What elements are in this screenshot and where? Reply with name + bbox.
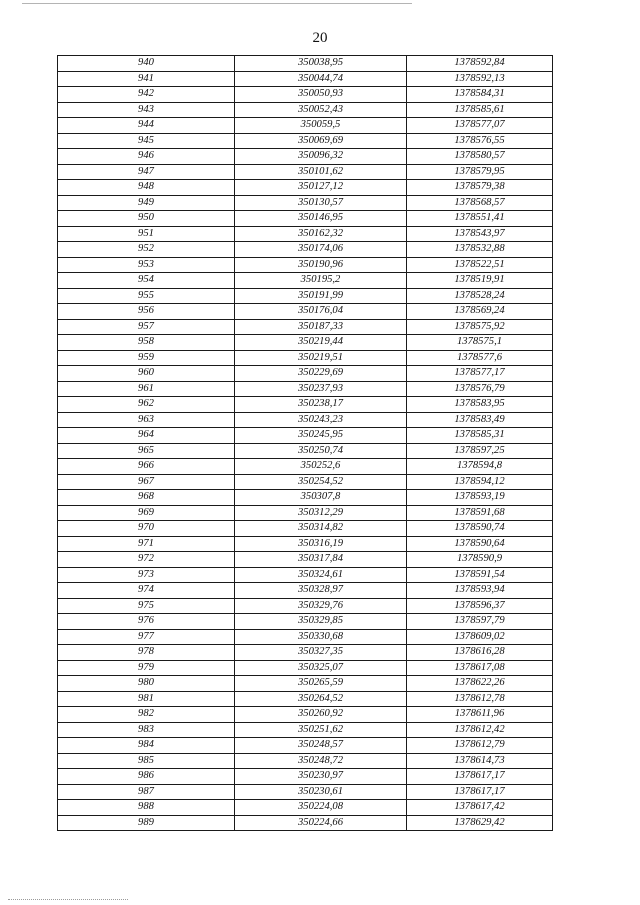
- x-coordinate-cell: 350237,93: [235, 381, 407, 397]
- table-row: [58, 784, 553, 800]
- point-number-cell: 956: [58, 304, 235, 320]
- table-row: [58, 474, 553, 490]
- x-coordinate-cell: 350248,57: [235, 738, 407, 754]
- x-coordinate-cell: 350250,74: [235, 443, 407, 459]
- table-row: [58, 722, 553, 738]
- table-row: [58, 691, 553, 707]
- y-coordinate-cell: 1378591,54: [407, 567, 553, 583]
- table-row: [58, 195, 553, 211]
- point-number-cell: 976: [58, 614, 235, 630]
- table-row: [58, 552, 553, 568]
- y-coordinate-cell: 1378593,19: [407, 490, 553, 506]
- table-row: [58, 428, 553, 444]
- y-coordinate-cell: 1378593,94: [407, 583, 553, 599]
- y-coordinate-cell: 1378612,78: [407, 691, 553, 707]
- x-coordinate-cell: 350101,62: [235, 164, 407, 180]
- table-row: [58, 629, 553, 645]
- x-coordinate-cell: 350195,2: [235, 273, 407, 289]
- table-row: [58, 583, 553, 599]
- x-coordinate-cell: 350264,52: [235, 691, 407, 707]
- y-coordinate-cell: 1378617,08: [407, 660, 553, 676]
- y-coordinate-cell: 1378580,57: [407, 149, 553, 165]
- table-row: [58, 56, 553, 72]
- table-row: [58, 319, 553, 335]
- page-number: 20: [312, 30, 328, 46]
- y-coordinate-cell: 1378551,41: [407, 211, 553, 227]
- y-coordinate-cell: 1378532,88: [407, 242, 553, 258]
- x-coordinate-cell: 350130,57: [235, 195, 407, 211]
- table-row: [58, 180, 553, 196]
- x-coordinate-cell: 350254,52: [235, 474, 407, 490]
- y-coordinate-cell: 1378612,42: [407, 722, 553, 738]
- point-number-cell: 946: [58, 149, 235, 165]
- table-row: [58, 335, 553, 351]
- x-coordinate-cell: 350052,43: [235, 102, 407, 118]
- table-row: [58, 800, 553, 816]
- y-coordinate-cell: 1378614,73: [407, 753, 553, 769]
- y-coordinate-cell: 1378583,49: [407, 412, 553, 428]
- table-row: [58, 769, 553, 785]
- point-number-cell: 964: [58, 428, 235, 444]
- x-coordinate-cell: 350317,84: [235, 552, 407, 568]
- y-coordinate-cell: 1378597,79: [407, 614, 553, 630]
- x-coordinate-cell: 350245,95: [235, 428, 407, 444]
- x-coordinate-cell: 350238,17: [235, 397, 407, 413]
- y-coordinate-cell: 1378543,97: [407, 226, 553, 242]
- x-coordinate-cell: 350187,33: [235, 319, 407, 335]
- x-coordinate-cell: 350059,5: [235, 118, 407, 134]
- point-number-cell: 971: [58, 536, 235, 552]
- y-coordinate-cell: 1378579,95: [407, 164, 553, 180]
- table-row: [58, 133, 553, 149]
- y-coordinate-cell: 1378576,79: [407, 381, 553, 397]
- y-coordinate-cell: 1378577,6: [407, 350, 553, 366]
- y-coordinate-cell: 1378585,31: [407, 428, 553, 444]
- table-row: [58, 459, 553, 475]
- point-number-cell: 975: [58, 598, 235, 614]
- table-row: [58, 645, 553, 661]
- x-coordinate-cell: 350230,61: [235, 784, 407, 800]
- coordinates-table: [57, 55, 553, 831]
- x-coordinate-cell: 350248,72: [235, 753, 407, 769]
- point-number-cell: 977: [58, 629, 235, 645]
- table-row: [58, 815, 553, 831]
- point-number-cell: 970: [58, 521, 235, 537]
- x-coordinate-cell: 350329,76: [235, 598, 407, 614]
- point-number-cell: 962: [58, 397, 235, 413]
- table-row: [58, 381, 553, 397]
- table-row: [58, 753, 553, 769]
- table-row: [58, 87, 553, 103]
- y-coordinate-cell: 1378592,13: [407, 71, 553, 87]
- table-row: [58, 536, 553, 552]
- table-row: [58, 149, 553, 165]
- table-row: [58, 366, 553, 382]
- y-coordinate-cell: 1378590,64: [407, 536, 553, 552]
- table-row: [58, 676, 553, 692]
- x-coordinate-cell: 350307,8: [235, 490, 407, 506]
- y-coordinate-cell: 1378617,17: [407, 769, 553, 785]
- y-coordinate-cell: 1378577,17: [407, 366, 553, 382]
- point-number-cell: 951: [58, 226, 235, 242]
- y-coordinate-cell: 1378596,37: [407, 598, 553, 614]
- point-number-cell: 943: [58, 102, 235, 118]
- table-row: [58, 738, 553, 754]
- point-number-cell: 954: [58, 273, 235, 289]
- table-row: [58, 505, 553, 521]
- y-coordinate-cell: 1378575,92: [407, 319, 553, 335]
- table-row: [58, 273, 553, 289]
- x-coordinate-cell: 350325,07: [235, 660, 407, 676]
- y-coordinate-cell: 1378568,57: [407, 195, 553, 211]
- x-coordinate-cell: 350162,32: [235, 226, 407, 242]
- point-number-cell: 959: [58, 350, 235, 366]
- point-number-cell: 945: [58, 133, 235, 149]
- point-number-cell: 981: [58, 691, 235, 707]
- x-coordinate-cell: 350174,06: [235, 242, 407, 258]
- y-coordinate-cell: 1378617,42: [407, 800, 553, 816]
- x-coordinate-cell: 350190,96: [235, 257, 407, 273]
- y-coordinate-cell: 1378590,74: [407, 521, 553, 537]
- point-number-cell: 963: [58, 412, 235, 428]
- x-coordinate-cell: 350224,08: [235, 800, 407, 816]
- table-row: [58, 350, 553, 366]
- x-coordinate-cell: 350329,85: [235, 614, 407, 630]
- point-number-cell: 983: [58, 722, 235, 738]
- point-number-cell: 966: [58, 459, 235, 475]
- table-row: [58, 443, 553, 459]
- table-row: [58, 288, 553, 304]
- point-number-cell: 986: [58, 769, 235, 785]
- point-number-cell: 940: [58, 56, 235, 72]
- x-coordinate-cell: 350050,93: [235, 87, 407, 103]
- table-row: [58, 242, 553, 258]
- table-row: [58, 490, 553, 506]
- x-coordinate-cell: 350328,97: [235, 583, 407, 599]
- y-coordinate-cell: 1378584,31: [407, 87, 553, 103]
- x-coordinate-cell: 350316,19: [235, 536, 407, 552]
- point-number-cell: 965: [58, 443, 235, 459]
- y-coordinate-cell: 1378612,79: [407, 738, 553, 754]
- point-number-cell: 968: [58, 490, 235, 506]
- y-coordinate-cell: 1378591,68: [407, 505, 553, 521]
- y-coordinate-cell: 1378594,8: [407, 459, 553, 475]
- table-row: [58, 118, 553, 134]
- x-coordinate-cell: 350191,99: [235, 288, 407, 304]
- table-row: [58, 660, 553, 676]
- point-number-cell: 958: [58, 335, 235, 351]
- point-number-cell: 942: [58, 87, 235, 103]
- x-coordinate-cell: 350265,59: [235, 676, 407, 692]
- point-number-cell: 967: [58, 474, 235, 490]
- y-coordinate-cell: 1378622,26: [407, 676, 553, 692]
- point-number-cell: 957: [58, 319, 235, 335]
- table-row: [58, 567, 553, 583]
- table-row: [58, 614, 553, 630]
- point-number-cell: 984: [58, 738, 235, 754]
- y-coordinate-cell: 1378577,07: [407, 118, 553, 134]
- y-coordinate-cell: 1378585,61: [407, 102, 553, 118]
- point-number-cell: 960: [58, 366, 235, 382]
- x-coordinate-cell: 350229,69: [235, 366, 407, 382]
- y-coordinate-cell: 1378576,55: [407, 133, 553, 149]
- point-number-cell: 987: [58, 784, 235, 800]
- point-number-cell: 941: [58, 71, 235, 87]
- coordinates-table-body: [58, 56, 553, 831]
- point-number-cell: 952: [58, 242, 235, 258]
- y-coordinate-cell: 1378590,9: [407, 552, 553, 568]
- point-number-cell: 980: [58, 676, 235, 692]
- point-number-cell: 955: [58, 288, 235, 304]
- y-coordinate-cell: 1378583,95: [407, 397, 553, 413]
- table-row: [58, 707, 553, 723]
- table-row: [58, 226, 553, 242]
- x-coordinate-cell: 350146,95: [235, 211, 407, 227]
- y-coordinate-cell: 1378617,17: [407, 784, 553, 800]
- x-coordinate-cell: 350224,66: [235, 815, 407, 831]
- x-coordinate-cell: 350127,12: [235, 180, 407, 196]
- point-number-cell: 947: [58, 164, 235, 180]
- table-row: [58, 164, 553, 180]
- x-coordinate-cell: 350243,23: [235, 412, 407, 428]
- point-number-cell: 969: [58, 505, 235, 521]
- table-row: [58, 71, 553, 87]
- table-row: [58, 521, 553, 537]
- point-number-cell: 978: [58, 645, 235, 661]
- x-coordinate-cell: 350219,44: [235, 335, 407, 351]
- table-row: [58, 102, 553, 118]
- x-coordinate-cell: 350327,35: [235, 645, 407, 661]
- y-coordinate-cell: 1378597,25: [407, 443, 553, 459]
- y-coordinate-cell: 1378594,12: [407, 474, 553, 490]
- x-coordinate-cell: 350324,61: [235, 567, 407, 583]
- table-row: [58, 211, 553, 227]
- y-coordinate-cell: 1378522,51: [407, 257, 553, 273]
- point-number-cell: 988: [58, 800, 235, 816]
- y-coordinate-cell: 1378528,24: [407, 288, 553, 304]
- table-row: [58, 412, 553, 428]
- point-number-cell: 953: [58, 257, 235, 273]
- point-number-cell: 985: [58, 753, 235, 769]
- y-coordinate-cell: 1378611,96: [407, 707, 553, 723]
- point-number-cell: 979: [58, 660, 235, 676]
- point-number-cell: 949: [58, 195, 235, 211]
- x-coordinate-cell: 350219,51: [235, 350, 407, 366]
- table-row: [58, 598, 553, 614]
- x-coordinate-cell: 350314,82: [235, 521, 407, 537]
- table-row: [58, 397, 553, 413]
- point-number-cell: 972: [58, 552, 235, 568]
- table-row: [58, 257, 553, 273]
- y-coordinate-cell: 1378519,91: [407, 273, 553, 289]
- point-number-cell: 973: [58, 567, 235, 583]
- y-coordinate-cell: 1378616,28: [407, 645, 553, 661]
- point-number-cell: 982: [58, 707, 235, 723]
- point-number-cell: 974: [58, 583, 235, 599]
- x-coordinate-cell: 350069,69: [235, 133, 407, 149]
- x-coordinate-cell: 350044,74: [235, 71, 407, 87]
- x-coordinate-cell: 350330,68: [235, 629, 407, 645]
- x-coordinate-cell: 350252,6: [235, 459, 407, 475]
- point-number-cell: 948: [58, 180, 235, 196]
- point-number-cell: 989: [58, 815, 235, 831]
- y-coordinate-cell: 1378592,84: [407, 56, 553, 72]
- x-coordinate-cell: 350230,97: [235, 769, 407, 785]
- point-number-cell: 961: [58, 381, 235, 397]
- y-coordinate-cell: 1378609,02: [407, 629, 553, 645]
- x-coordinate-cell: 350176,04: [235, 304, 407, 320]
- x-coordinate-cell: 350260,92: [235, 707, 407, 723]
- point-number-cell: 944: [58, 118, 235, 134]
- x-coordinate-cell: 350038,95: [235, 56, 407, 72]
- table-row: [58, 304, 553, 320]
- point-number-cell: 950: [58, 211, 235, 227]
- y-coordinate-cell: 1378575,1: [407, 335, 553, 351]
- x-coordinate-cell: 350312,29: [235, 505, 407, 521]
- scan-edge-mark: [8, 899, 128, 900]
- y-coordinate-cell: 1378629,42: [407, 815, 553, 831]
- x-coordinate-cell: 350251,62: [235, 722, 407, 738]
- y-coordinate-cell: 1378569,24: [407, 304, 553, 320]
- y-coordinate-cell: 1378579,38: [407, 180, 553, 196]
- x-coordinate-cell: 350096,32: [235, 149, 407, 165]
- page-top-rule: [22, 3, 412, 4]
